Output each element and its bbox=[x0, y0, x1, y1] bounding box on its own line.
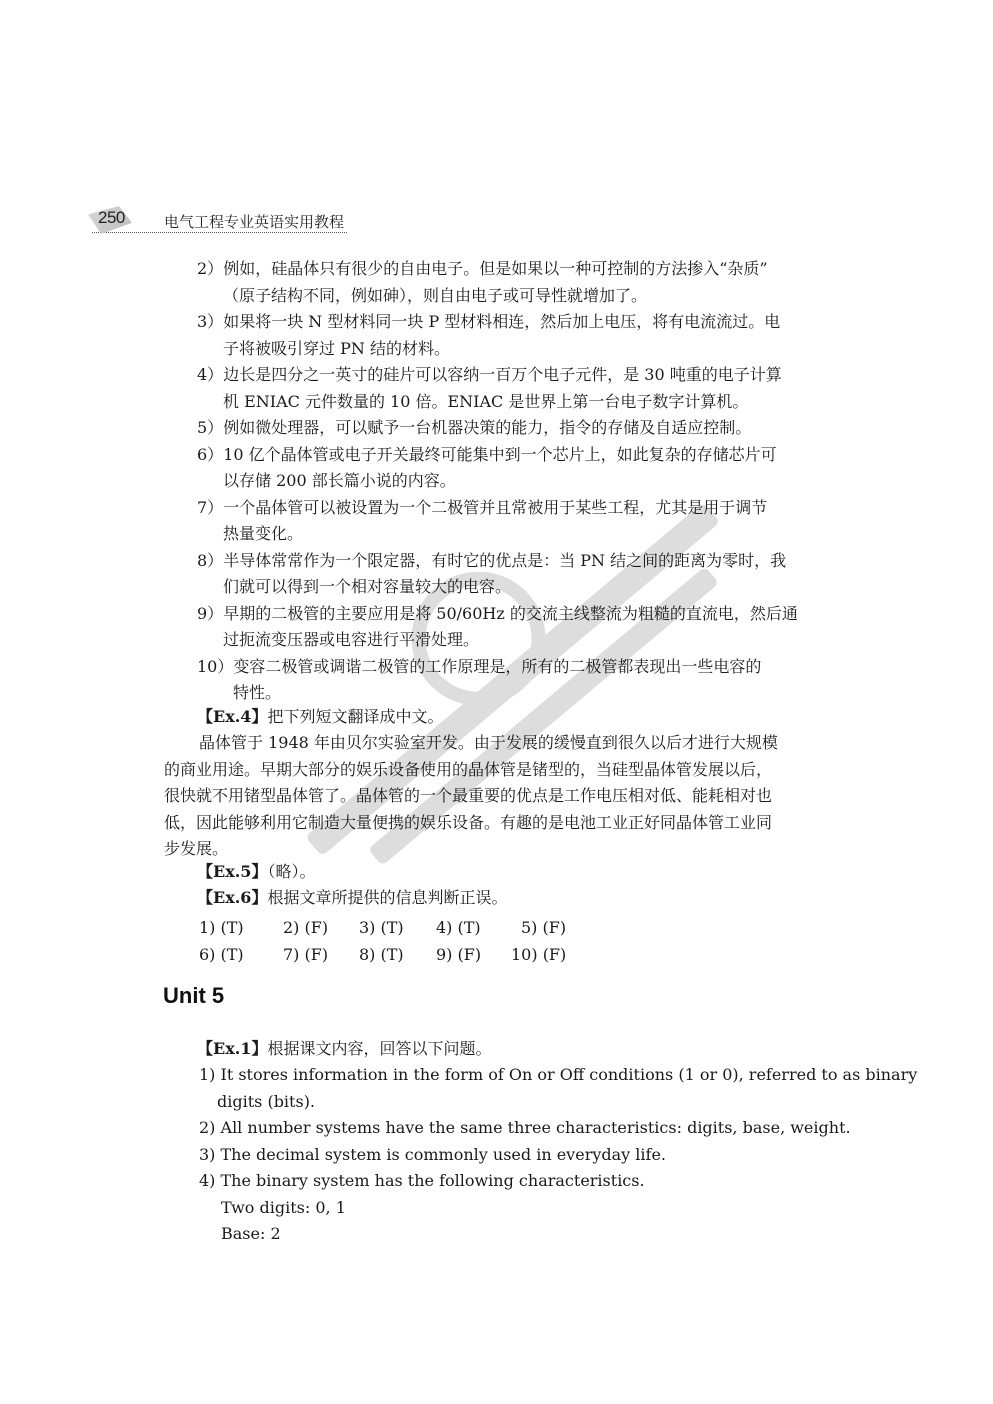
list-item: 10）变容二极管或调谐二极管的工作原理是，所有的二极管都表现出一些电容的 特性。 bbox=[197, 656, 762, 702]
unit5-answer-list bbox=[199, 1062, 917, 1248]
exercise-instruction: 根据课文内容，回答以下问题。 bbox=[267, 1039, 492, 1058]
list-item: 7）一个晶体管可以被设置为一个二极管并且常被用于某些工程，尤其是用于调节 热量变化。 bbox=[197, 497, 768, 543]
list-item: 9）早期的二极管的主要应用是将 50/60Hz 的交流主线整流为粗糙的直流电，然后通 过扼流变压器或电容进行平滑处理。 bbox=[197, 603, 798, 649]
exercise-label: 【Ex.6】 bbox=[197, 888, 268, 907]
exercise-label: 【Ex.4】 bbox=[197, 707, 268, 726]
list-item: 3）如果将一块 N 型材料同一块 P 型材料相连，然后加上电压，将有电流流过。电 子将被吸引穿过 PN 结的材料。 bbox=[197, 312, 781, 358]
list-item: 3) The decimal system is commonly used in everyday life. bbox=[199, 1144, 666, 1164]
unit-title: Unit 5 bbox=[163, 983, 225, 1008]
header-rule bbox=[92, 232, 347, 233]
list-item: 2) All number systems have the same three characteristics: digits, base, weight. bbox=[199, 1118, 851, 1137]
tf-answer: 1) (T) bbox=[199, 918, 244, 937]
tf-answer: 7) (F) bbox=[283, 945, 329, 964]
list-item: 1) It stores information in the form of On or Off conditions (1 or 0), referred to as binary digits (bits). bbox=[199, 1065, 918, 1111]
tf-answer: 4) (T) bbox=[436, 918, 481, 937]
ex4-heading bbox=[197, 704, 443, 731]
exercise-instruction: 把下列短文翻译成中文。 bbox=[267, 707, 444, 726]
exercise-label: 【Ex.5】 bbox=[197, 862, 268, 881]
sub-item: Base: 2 bbox=[221, 1224, 281, 1243]
list-item: 4) The binary system has the following characteristics. bbox=[199, 1171, 645, 1190]
unit5-ex1-heading bbox=[197, 1036, 491, 1063]
list-item: 5）例如微处理器，可以赋予一台机器决策的能力，指令的存储及自适应控制。 bbox=[197, 418, 752, 437]
book-title: 电气工程专业英语实用教程 bbox=[164, 213, 345, 231]
list-item: 6）10 亿个晶体管或电子开关最终可能集中到一个芯片上，如此复杂的存储芯片可 以存储 200 部长篇小说的内容。 bbox=[197, 444, 777, 490]
tf-answer: 6) (T) bbox=[199, 945, 244, 964]
ex3-answer-list bbox=[197, 256, 798, 707]
tf-answer: 9) (F) bbox=[436, 945, 482, 964]
tf-answer: 8) (T) bbox=[359, 945, 404, 964]
list-item: 8）半导体常常作为一个限定器，有时它的优点是：当 PN 结之间的距离为零时，我 们就可以得到一个相对容量较大的电容。 bbox=[197, 550, 787, 596]
ex6-heading bbox=[197, 885, 507, 912]
tf-answer: 5) (F) bbox=[521, 918, 567, 937]
tf-answer: 3) (T) bbox=[359, 918, 404, 937]
ex4-paragraph: 晶体管于 1948 年由贝尔实验室开发。由于发展的缓慢直到很久以后才进行大规模 的商业用途。早期大部分的娱乐设备使用的晶体管是锗型的，当硅型晶体管发展以后， 很快就不用锗型晶体管了。晶体管的一个最重要的优点是工作电压相对低、能耗相对也 低，因此能够利用它制造大量便携的娱乐设备。有趣的是电池工业正好同晶体管工业同 步发展。 bbox=[164, 733, 778, 858]
tf-answer: 2) (F) bbox=[283, 918, 329, 937]
sub-item: Two digits: 0, 1 bbox=[221, 1197, 346, 1217]
list-item: 2）例如，硅晶体只有很少的自由电子。但是如果以一种可控制的方法掺入“杂质” （原子结构不同，例如砷），则自由电子或可导性就增加了。 bbox=[197, 259, 768, 305]
list-item: 4）边长是四分之一英寸的硅片可以容纳一百万个电子元件，是 30 吨重的电子计算 机 ENIAC 元件数量的 10 倍。ENIAC 是世界上第一台电子数字计算机。 bbox=[197, 365, 782, 411]
ex5-heading: 【Ex.5】（略）。 bbox=[197, 862, 316, 881]
exercise-instruction: 根据文章所提供的信息判断正误。 bbox=[267, 888, 508, 907]
tf-answer: 10) (F) bbox=[511, 945, 567, 964]
page-header bbox=[92, 208, 352, 236]
page-number: 250 bbox=[98, 208, 125, 227]
exercise-label: 【Ex.1】 bbox=[197, 1039, 268, 1058]
